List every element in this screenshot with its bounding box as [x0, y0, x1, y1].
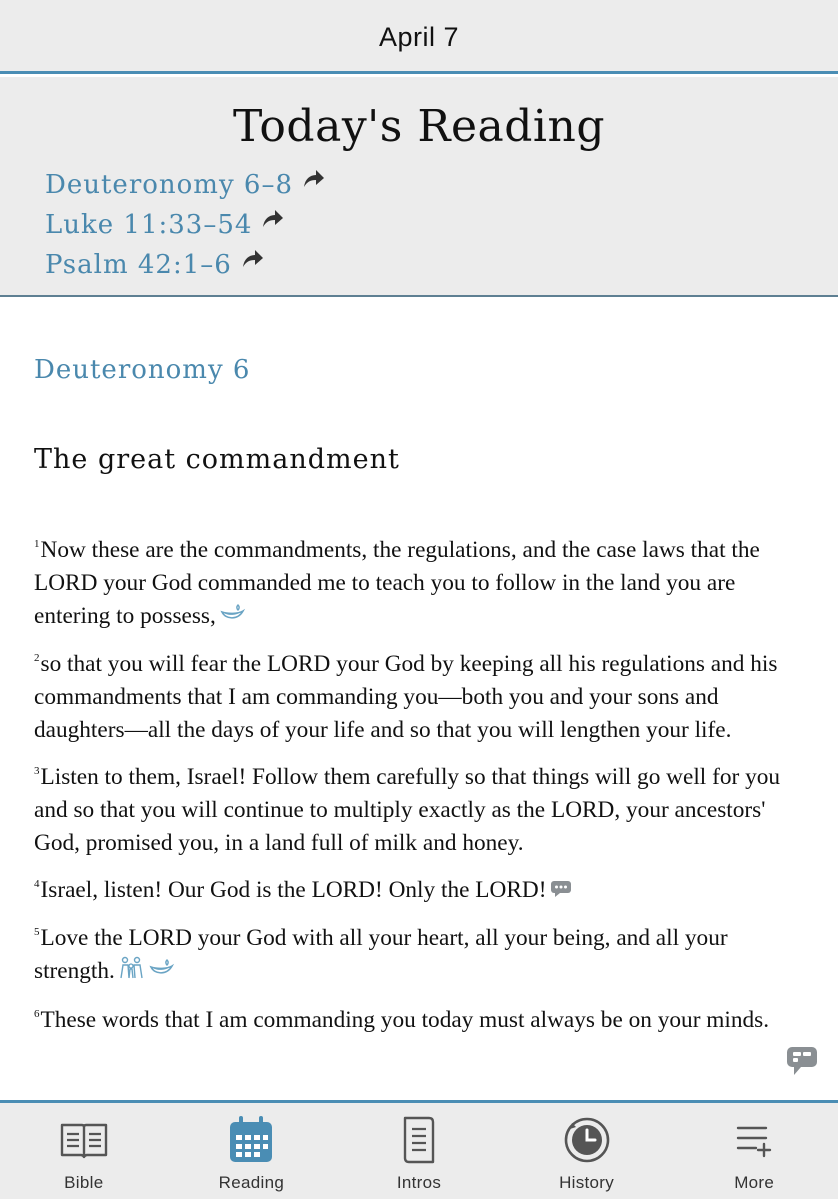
nav-label: Intros [396, 1173, 442, 1192]
nav-more[interactable] [670, 1103, 838, 1199]
scripture-content[interactable] [0, 299, 838, 1100]
reading-reference-deuteronomy[interactable] [45, 165, 325, 205]
verse[interactable] [34, 528, 809, 634]
verse-text: Israel, listen! Our God is the LORD! Only the LORD! [40, 877, 547, 904]
calendar-icon [225, 1115, 277, 1165]
family-icon[interactable] [119, 956, 145, 990]
history-clock-icon [561, 1115, 613, 1165]
reading-reference-psalm[interactable] [45, 245, 325, 285]
share-arrow-icon[interactable] [301, 167, 325, 191]
verse[interactable] [34, 998, 809, 1037]
comment-toggle-icon [786, 1046, 818, 1081]
verse-number: 6 [34, 1007, 40, 1020]
verse-text: Love the LORD your God with all your heart, all your being, and all your strength. [34, 925, 728, 985]
share-arrow-icon[interactable] [240, 247, 264, 271]
nav-bible[interactable] [0, 1103, 168, 1199]
lamp-icon[interactable] [220, 601, 246, 634]
bottom-navigation [0, 1100, 838, 1199]
verse-number: 3 [34, 765, 40, 778]
nav-label: More [734, 1173, 775, 1192]
share-arrow-icon[interactable] [260, 207, 284, 231]
reading-reference-label: Psalm 42:1–6 [45, 250, 232, 280]
date-title[interactable]: April 7 [378, 22, 460, 52]
nav-label: Reading [218, 1173, 285, 1192]
verse[interactable] [34, 916, 809, 990]
document-book-icon [393, 1115, 445, 1165]
todays-reading-title: Today's Reading [233, 101, 605, 152]
verse-text: Listen to them, Israel! Follow them carefully so that things will go well for you and so that you will continue to multiply exactly as the LORD, your ancestors' God, promised you, in a land full of milk and honey. [34, 764, 781, 857]
top-bar [0, 0, 838, 74]
verse-text: Now these are the commandments, the regulations, and the case laws that the LORD your God commanded me to teach you to follow in the land you are entering to possess, [34, 537, 760, 629]
nav-label: History [559, 1173, 615, 1192]
reading-reference-label: Luke 11:33–54 [45, 210, 253, 240]
nav-reading[interactable] [168, 1103, 336, 1199]
nav-intros[interactable] [335, 1103, 503, 1199]
menu-add-icon [728, 1115, 780, 1165]
nav-history[interactable] [503, 1103, 671, 1199]
verse-number: 4 [34, 878, 40, 891]
reading-reference-luke[interactable] [45, 205, 325, 245]
verse-number: 1 [34, 538, 40, 550]
open-book-icon [58, 1115, 110, 1165]
reading-reference-list [45, 165, 325, 285]
verse-number: 2 [34, 652, 40, 665]
chapter-heading: Deuteronomy 6 [34, 355, 251, 385]
verse-list [34, 528, 809, 1045]
comment-icon[interactable] [550, 875, 572, 908]
verse-number: 5 [34, 926, 40, 939]
reading-reference-label: Deuteronomy 6–8 [45, 170, 293, 200]
verse-text: so that you will fear the LORD your God by keeping all his regulations and his commandments that I am commanding you—both you and your sons and daughters—all the days of your life and so that you will lengthen your life. [34, 651, 778, 744]
verse-text: These words that I am commanding you today must always be on your minds. [40, 1006, 770, 1033]
verse[interactable] [34, 642, 809, 747]
comment-toggle-button[interactable] [786, 1047, 818, 1079]
todays-reading-panel [0, 77, 838, 297]
lamp-icon[interactable] [149, 956, 175, 989]
verse[interactable] [34, 755, 809, 860]
verse[interactable] [34, 868, 809, 908]
nav-label: Bible [64, 1173, 104, 1192]
section-heading: The great commandment [34, 444, 400, 475]
